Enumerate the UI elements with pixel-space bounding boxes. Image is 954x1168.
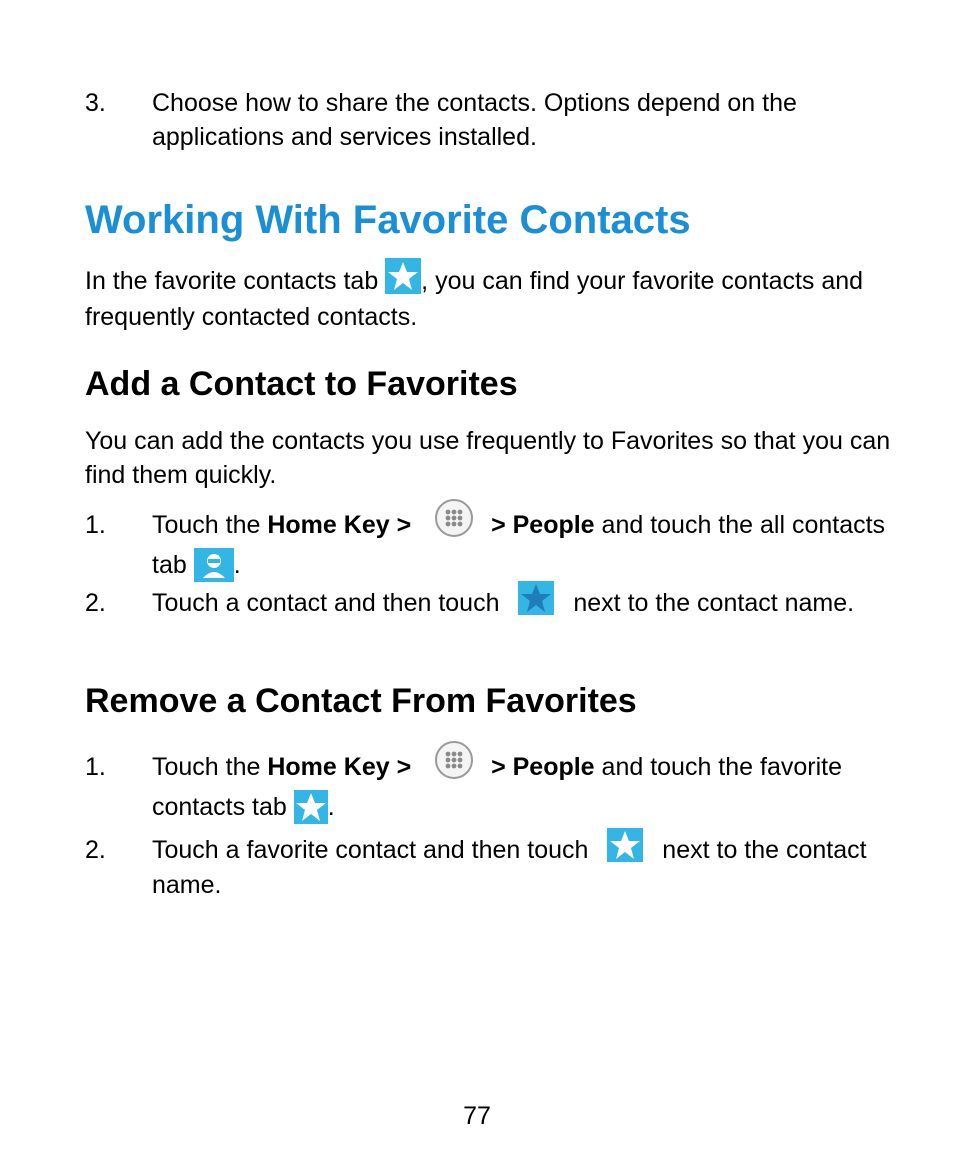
remove-step-1 bbox=[85, 748, 895, 826]
page-number: 77 bbox=[463, 1102, 491, 1130]
add-step-1 bbox=[85, 506, 895, 584]
all-contacts-tab-icon bbox=[194, 548, 234, 582]
step-text: Touch a favorite contact and then touch next to the contact name. bbox=[152, 833, 895, 902]
step-number: 1. bbox=[85, 511, 106, 539]
step-number: 3. bbox=[85, 89, 106, 117]
step-text: Choose how to share the contacts. Options depend on the applications and services installed. bbox=[152, 89, 797, 151]
section-title: Working With Favorite Contacts bbox=[85, 198, 691, 242]
people-label: > People bbox=[484, 753, 595, 781]
section-intro bbox=[85, 264, 895, 334]
home-key-label: Home Key > bbox=[267, 511, 419, 539]
step-text: Touch the Home Key > > People and touch the all contacts tab . bbox=[152, 506, 895, 584]
favorite-star-tab-icon bbox=[385, 258, 421, 294]
apps-launcher-icon bbox=[434, 740, 474, 780]
favorite-star-tab-icon bbox=[294, 790, 328, 824]
remove-step-2 bbox=[85, 833, 895, 902]
step-text: Touch a contact and then touch next to the contact name. bbox=[152, 587, 895, 621]
add-section-title: Add a Contact to Favorites bbox=[85, 365, 518, 403]
step-number: 2. bbox=[85, 836, 106, 864]
intro-step bbox=[85, 86, 895, 154]
add-step-2 bbox=[85, 587, 895, 621]
home-key-label: Home Key > bbox=[267, 753, 419, 781]
remove-favorite-star-icon bbox=[607, 828, 643, 862]
intro-text-before: In the favorite contacts tab bbox=[85, 267, 386, 295]
intro-text-after: , you can find your favorite contacts and frequently contacted contacts. bbox=[85, 267, 864, 332]
step-number: 1. bbox=[85, 753, 106, 781]
remove-section-title: Remove a Contact From Favorites bbox=[85, 682, 637, 720]
step-text: Touch the Home Key > > People and touch the favorite contacts tab . bbox=[152, 748, 895, 826]
step-number: 2. bbox=[85, 589, 106, 617]
people-label: > People bbox=[484, 511, 595, 539]
add-favorite-star-icon bbox=[518, 581, 554, 615]
add-section-intro: You can add the contacts you use frequently to Favorites so that you can find them quickly. bbox=[85, 427, 891, 489]
apps-launcher-icon bbox=[434, 498, 474, 538]
